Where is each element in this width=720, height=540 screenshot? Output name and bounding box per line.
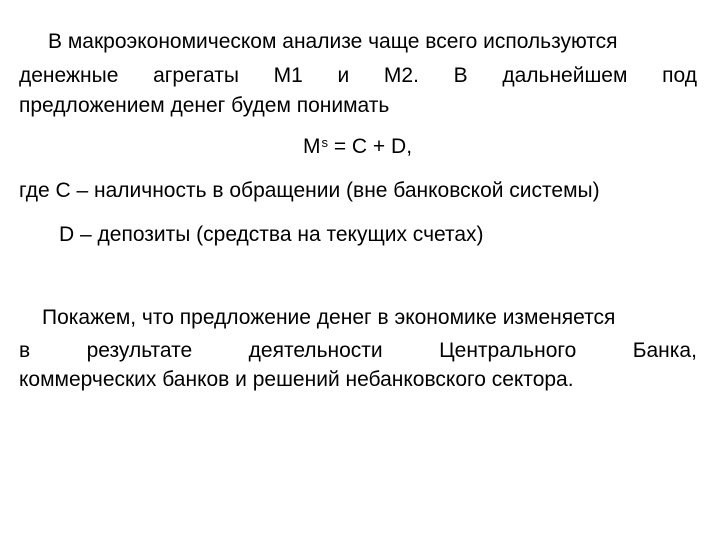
paragraph1-line2: [19, 63, 697, 89]
word: деятельности: [248, 339, 383, 362]
formula-superscript: s: [321, 135, 328, 150]
definition-c: где С – наличность в обращении (вне банковской системы): [19, 179, 600, 202]
word: Центрального: [439, 339, 577, 362]
paragraph1-line3: предложением денег будем понимать: [19, 94, 390, 117]
word: агрегаты: [153, 64, 239, 87]
word: в: [19, 339, 31, 362]
paragraph2-line3: коммерческих банков и решений небанковского сектора.: [19, 368, 574, 391]
formula-rest: = C + D,: [328, 135, 413, 158]
paragraph1-line1: В макроэкономическом анализе чаще всего используются: [48, 30, 618, 53]
word: под: [662, 64, 697, 87]
definition-d: D – депозиты (средства на текущих счетах): [59, 223, 484, 246]
paragraph2-line1: Покажем, что предложение денег в экономике изменяется: [42, 306, 616, 329]
money-supply-formula: [303, 134, 412, 160]
formula-base: M: [303, 135, 321, 158]
word: Банка,: [632, 339, 697, 362]
word: М1: [273, 64, 303, 87]
word: денежные: [19, 64, 119, 87]
word: дальнейшем: [502, 64, 628, 87]
word: результате: [86, 339, 193, 362]
word: и: [337, 64, 350, 87]
paragraph2-line2: [19, 338, 697, 364]
word: М2.: [383, 64, 419, 87]
word: В: [453, 64, 468, 87]
